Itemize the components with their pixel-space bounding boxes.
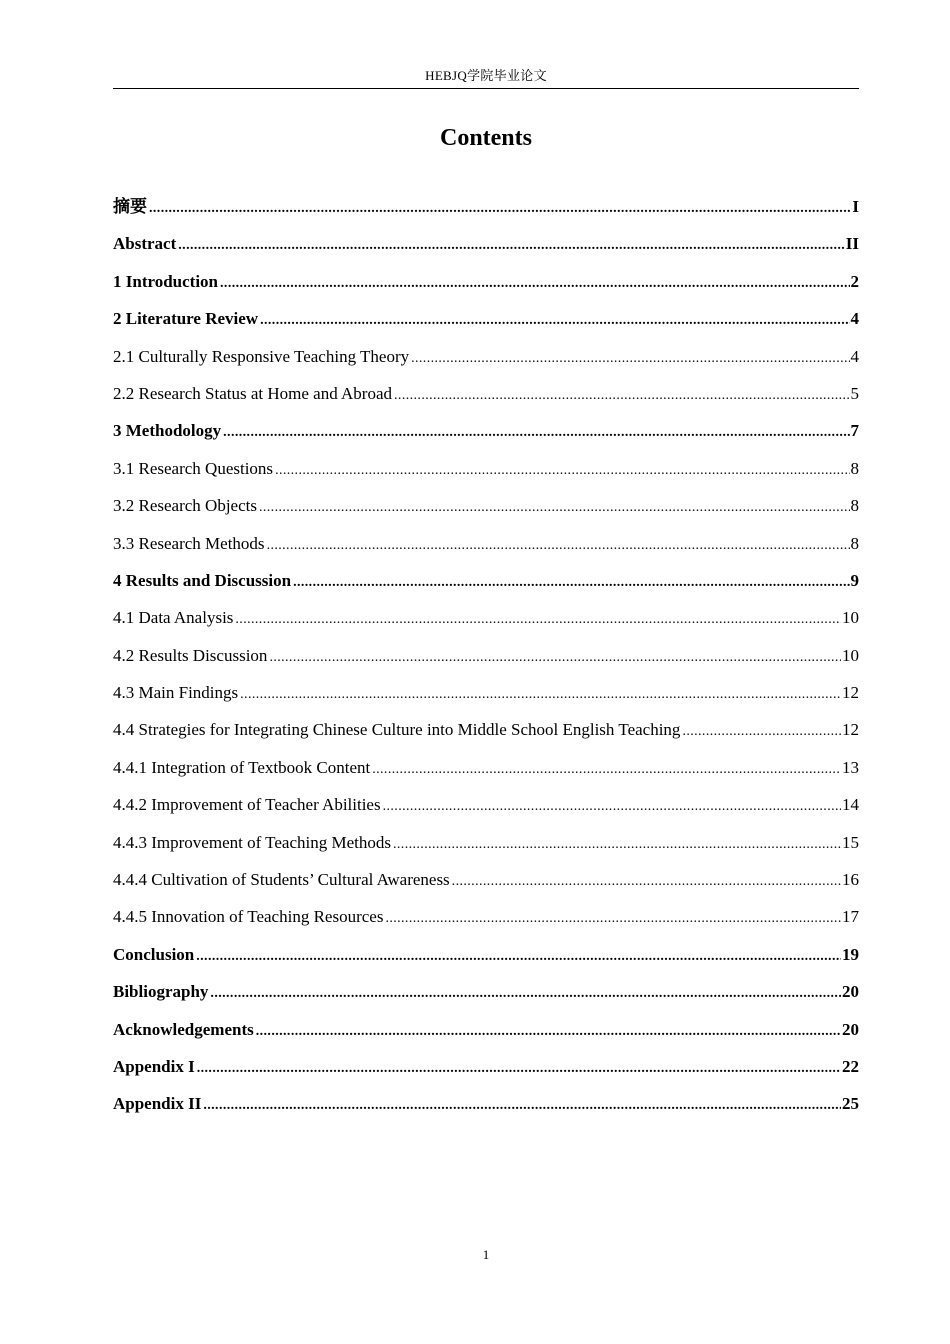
toc-dot-leader xyxy=(682,717,841,747)
toc-entry-label: 3.3 Research Methods xyxy=(113,533,265,553)
toc-entry[interactable] xyxy=(113,641,859,678)
toc-entry-label: 2.2 Research Status at Home and Abroad xyxy=(113,383,393,403)
toc-entry[interactable] xyxy=(113,192,859,229)
toc-entry-page: 9 xyxy=(850,570,859,590)
toc-entry-label: 3.2 Research Objects xyxy=(113,496,257,516)
toc-entry[interactable] xyxy=(113,678,859,715)
toc-entry-page: 4 xyxy=(850,346,859,366)
toc-entry-label: 4.4.3 Improvement of Teaching Methods xyxy=(113,832,391,852)
toc-entry-page: 20 xyxy=(842,982,859,1002)
toc-dot-leader xyxy=(259,493,850,523)
toc-dot-leader xyxy=(203,1091,841,1121)
toc-entry-page: 13 xyxy=(842,757,859,777)
toc-dot-leader xyxy=(394,381,849,411)
toc-entry[interactable] xyxy=(113,1089,859,1126)
toc-dot-leader xyxy=(269,643,841,673)
toc-entry-page: 14 xyxy=(842,795,859,815)
toc-dot-leader xyxy=(372,755,841,785)
toc-entry-page: 25 xyxy=(842,1094,859,1114)
toc-entry-label: 3 Methodology xyxy=(113,421,222,441)
toc-entry-page: 5 xyxy=(850,383,859,403)
toc-entry[interactable] xyxy=(113,977,859,1014)
toc-entry-page: 7 xyxy=(850,421,859,441)
toc-entry-label: 4.4 Strategies for Integrating Chinese Culture into Middle School English Teaching xyxy=(113,720,681,740)
toc-entry[interactable] xyxy=(113,865,859,902)
toc-entry-page: 17 xyxy=(842,907,859,927)
toc-dot-leader xyxy=(210,979,841,1009)
toc-entry[interactable] xyxy=(113,416,859,453)
toc-entry-page: 8 xyxy=(850,496,859,516)
toc-entry-label: Appendix I xyxy=(113,1056,195,1076)
toc-entry[interactable] xyxy=(113,304,859,341)
toc-entry-label: 4.4.1 Integration of Textbook Content xyxy=(113,757,371,777)
toc-dot-leader xyxy=(293,568,849,598)
toc-entry[interactable] xyxy=(113,491,859,528)
toc-entry[interactable] xyxy=(113,379,859,416)
toc-entry[interactable] xyxy=(113,342,859,379)
toc-entry[interactable] xyxy=(113,790,859,827)
toc-entry-label: Bibliography xyxy=(113,982,209,1002)
toc-entry-page: 15 xyxy=(842,832,859,852)
toc-dot-leader xyxy=(178,231,845,261)
toc-dot-leader xyxy=(260,306,849,336)
toc-entry-label: Conclusion xyxy=(113,944,195,964)
toc-entry-label: Abstract xyxy=(113,234,177,254)
toc-entry-page: 10 xyxy=(842,645,859,665)
toc-entry-label: 2 Literature Review xyxy=(113,309,259,329)
toc-entry-page: 22 xyxy=(842,1056,859,1076)
toc-entry-page: 12 xyxy=(842,720,859,740)
toc-entry[interactable] xyxy=(113,454,859,491)
toc-entry-page: 20 xyxy=(842,1019,859,1039)
toc-entry[interactable] xyxy=(113,753,859,790)
toc-entry-page: 10 xyxy=(842,608,859,628)
toc-dot-leader xyxy=(240,680,841,710)
toc-entry-page: 12 xyxy=(842,683,859,703)
toc-dot-leader xyxy=(267,531,850,561)
toc-entry-label: 4.4.4 Cultivation of Students’ Cultural Awareness xyxy=(113,870,450,890)
contents-title: Contents xyxy=(439,125,532,151)
toc-entry-page: 19 xyxy=(842,944,859,964)
toc-entry-label: Appendix II xyxy=(113,1094,202,1114)
toc-entry-page: 8 xyxy=(850,533,859,553)
toc-entry-label: 3.1 Research Questions xyxy=(113,458,274,478)
toc-entry[interactable] xyxy=(113,229,859,266)
toc-dot-leader xyxy=(383,792,841,822)
toc-dot-leader xyxy=(275,456,849,486)
toc-entry[interactable] xyxy=(113,267,859,304)
toc-entry-page: 16 xyxy=(842,870,859,890)
page-number: 1 xyxy=(482,1247,490,1262)
running-title: HEBJQ学院毕业论文 xyxy=(425,68,547,83)
toc-dot-leader xyxy=(223,418,849,448)
toc-entry[interactable] xyxy=(113,529,859,566)
page-header xyxy=(113,66,859,89)
toc-entry-page: 4 xyxy=(850,309,859,329)
toc-entry-page: 8 xyxy=(850,458,859,478)
toc-entry[interactable] xyxy=(113,902,859,939)
toc-dot-leader xyxy=(220,269,849,299)
toc-dot-leader xyxy=(197,1054,841,1084)
toc-dot-leader xyxy=(149,194,851,224)
toc-entry-label: 4.3 Main Findings xyxy=(113,683,239,703)
toc-dot-leader xyxy=(411,344,849,374)
toc-entry-page: 2 xyxy=(850,271,859,291)
toc-entry-label: 摘要 xyxy=(113,197,147,216)
toc-dot-leader xyxy=(393,830,841,860)
toc-dot-leader xyxy=(256,1017,841,1047)
toc-entry[interactable] xyxy=(113,1015,859,1052)
toc-entry[interactable] xyxy=(113,1052,859,1089)
toc-entry-label: 4.1 Data Analysis xyxy=(113,608,234,628)
toc-entry-label: 2.1 Culturally Responsive Teaching Theory xyxy=(113,346,410,366)
toc-entry-page: I xyxy=(852,197,859,216)
toc-entry-label: 4.4.5 Innovation of Teaching Resources xyxy=(113,907,384,927)
toc-entry[interactable] xyxy=(113,566,859,603)
toc-dot-leader xyxy=(196,942,841,972)
toc-entry-page: II xyxy=(845,234,859,254)
toc-entry[interactable] xyxy=(113,715,859,752)
toc-entry-label: Acknowledgements xyxy=(113,1019,254,1039)
toc-entry[interactable] xyxy=(113,940,859,977)
toc-entry-label: 4.4.2 Improvement of Teacher Abilities xyxy=(113,795,381,815)
toc-dot-leader xyxy=(452,867,841,897)
toc-entry[interactable] xyxy=(113,828,859,865)
toc-entry-label: 4.2 Results Discussion xyxy=(113,645,268,665)
toc-entry-label: 1 Introduction xyxy=(113,271,219,291)
toc-dot-leader xyxy=(235,605,841,635)
toc-entry[interactable] xyxy=(113,603,859,640)
toc-dot-leader xyxy=(385,904,841,934)
toc-entry-label: 4 Results and Discussion xyxy=(113,570,292,590)
table-of-contents xyxy=(113,192,859,1127)
